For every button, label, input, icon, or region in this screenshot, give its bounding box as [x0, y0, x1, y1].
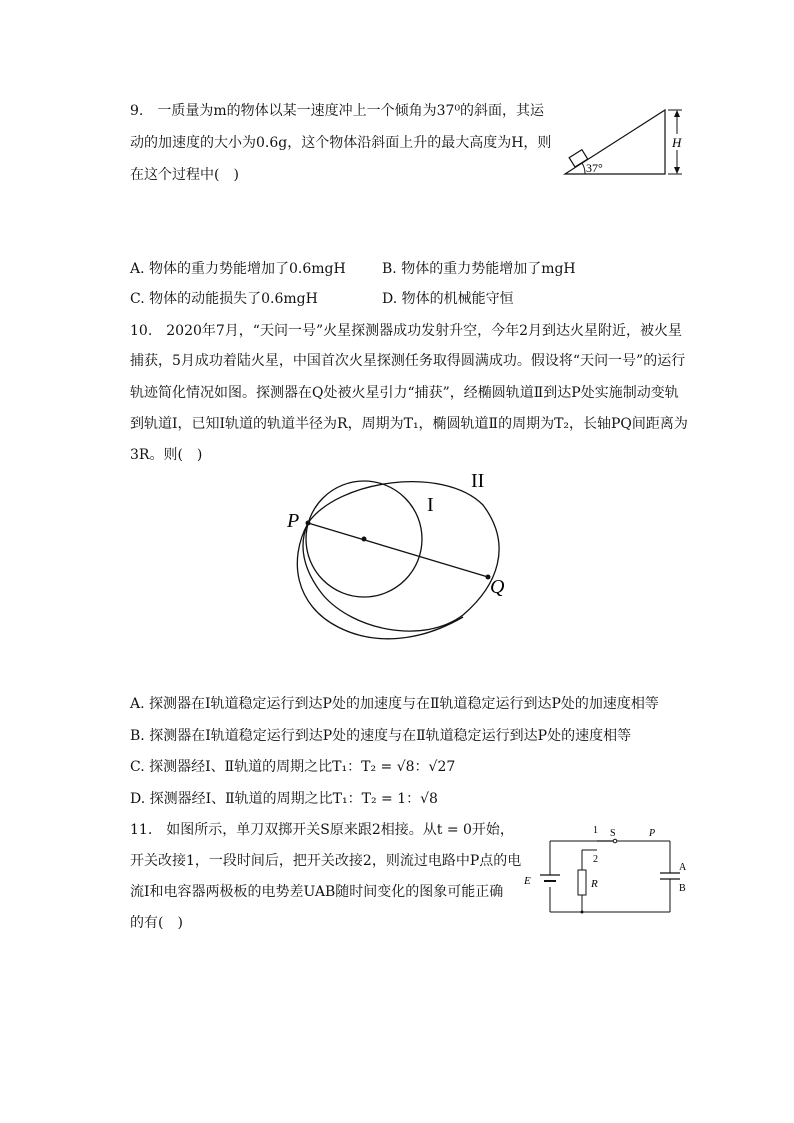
q9-line-3: 在这个过程中( )	[130, 167, 239, 183]
q10-option-a[interactable]: A. 探测器在Ⅰ轨道稳定运行到达P处的加速度与在Ⅱ轨道稳定运行到达P处的加速度相等	[130, 696, 659, 712]
point-p	[306, 521, 311, 526]
q11-line-4: 的有( )	[130, 915, 183, 931]
label-q: Q	[490, 576, 505, 598]
label-a: A	[679, 862, 687, 873]
q9-option-d[interactable]: D. 物体的机械能守恒	[382, 291, 514, 307]
label-orbit-ii: II	[471, 470, 485, 492]
q10-option-b[interactable]: B. 探测器在Ⅰ轨道稳定运行到达P处的速度与在Ⅱ轨道稳定运行到达P处的速度相等	[130, 728, 632, 744]
label-e: E	[524, 875, 531, 887]
incline-figure	[555, 106, 695, 181]
block-shape	[569, 150, 588, 167]
q9-line-2: 动的加速度的大小为0.6g，这个物体沿斜面上升的最大高度为H，则	[130, 135, 552, 151]
label-orbit-i: I	[427, 494, 434, 516]
q9-line-1: 9. 一质量为m的物体以某一速度冲上一个倾角为37⁰的斜面，其运	[130, 103, 545, 119]
label-s: S	[610, 828, 616, 839]
q10-line-4: 到轨道Ⅰ，已知Ⅰ轨道的轨道半径为R，周期为T₁，椭圆轨道Ⅱ的周期为T₂，长轴PQ间距离为	[130, 416, 688, 432]
q9-option-b[interactable]: B. 物体的重力势能增加了mgH	[382, 261, 576, 277]
q10-line-2: 捕获，5月成功着陆火星，中国首次火星探测任务取得圆满成功。假设将“天问一号”的运行	[130, 353, 686, 369]
height-label: H	[672, 135, 682, 150]
label-b: B	[679, 883, 686, 894]
label-p: P	[649, 828, 656, 839]
label-p: P	[287, 510, 300, 532]
q9-option-c[interactable]: C. 物体的动能损失了0.6mgH	[130, 291, 318, 307]
q11-line-2: 开关改接1，一段时间后，把开关改接2，则流过电路中P点的电	[130, 853, 522, 869]
q10-line-3: 轨迹简化情况如图。探测器在Q处被火星引力“捕获”，经椭圆轨道Ⅱ到达P处实施制动变轨	[130, 385, 679, 401]
q11-line-1: 11. 如图所示，单刀双掷开关S原来跟2相接。从t = 0开始，	[130, 822, 514, 838]
label-1: 1	[593, 825, 598, 836]
circuit-figure	[520, 823, 690, 918]
switch-pivot	[613, 839, 617, 843]
q9-option-a[interactable]: A. 物体的重力势能增加了0.6mgH	[130, 261, 346, 277]
q11-line-3: 流I和电容器两极板的电势差UAB随时间变化的图象可能正确	[130, 884, 504, 900]
center-point	[362, 537, 367, 542]
major-axis-pq	[308, 523, 488, 577]
q10-line-5: 3R。则( )	[130, 447, 203, 463]
q10-line-1: 10. 2020年7月，“天问一号”火星探测器成功发射升空，今年2月到达火星附近，被火星	[130, 323, 683, 339]
label-r: R	[591, 878, 598, 890]
orbit-ii-ellipse	[303, 482, 499, 631]
q10-option-c[interactable]: C. 探测器经Ⅰ、Ⅱ轨道的周期之比T₁：T₂ = √8：√27	[130, 759, 456, 775]
label-2: 2	[593, 854, 598, 865]
angle-label: 37°	[586, 161, 603, 175]
resistor	[578, 870, 586, 895]
spiral-trajectory	[297, 523, 463, 639]
orbit-figure	[283, 465, 533, 665]
q10-option-d[interactable]: D. 探测器经Ⅰ、Ⅱ轨道的周期之比T₁：T₂ = 1：√8	[130, 791, 438, 807]
